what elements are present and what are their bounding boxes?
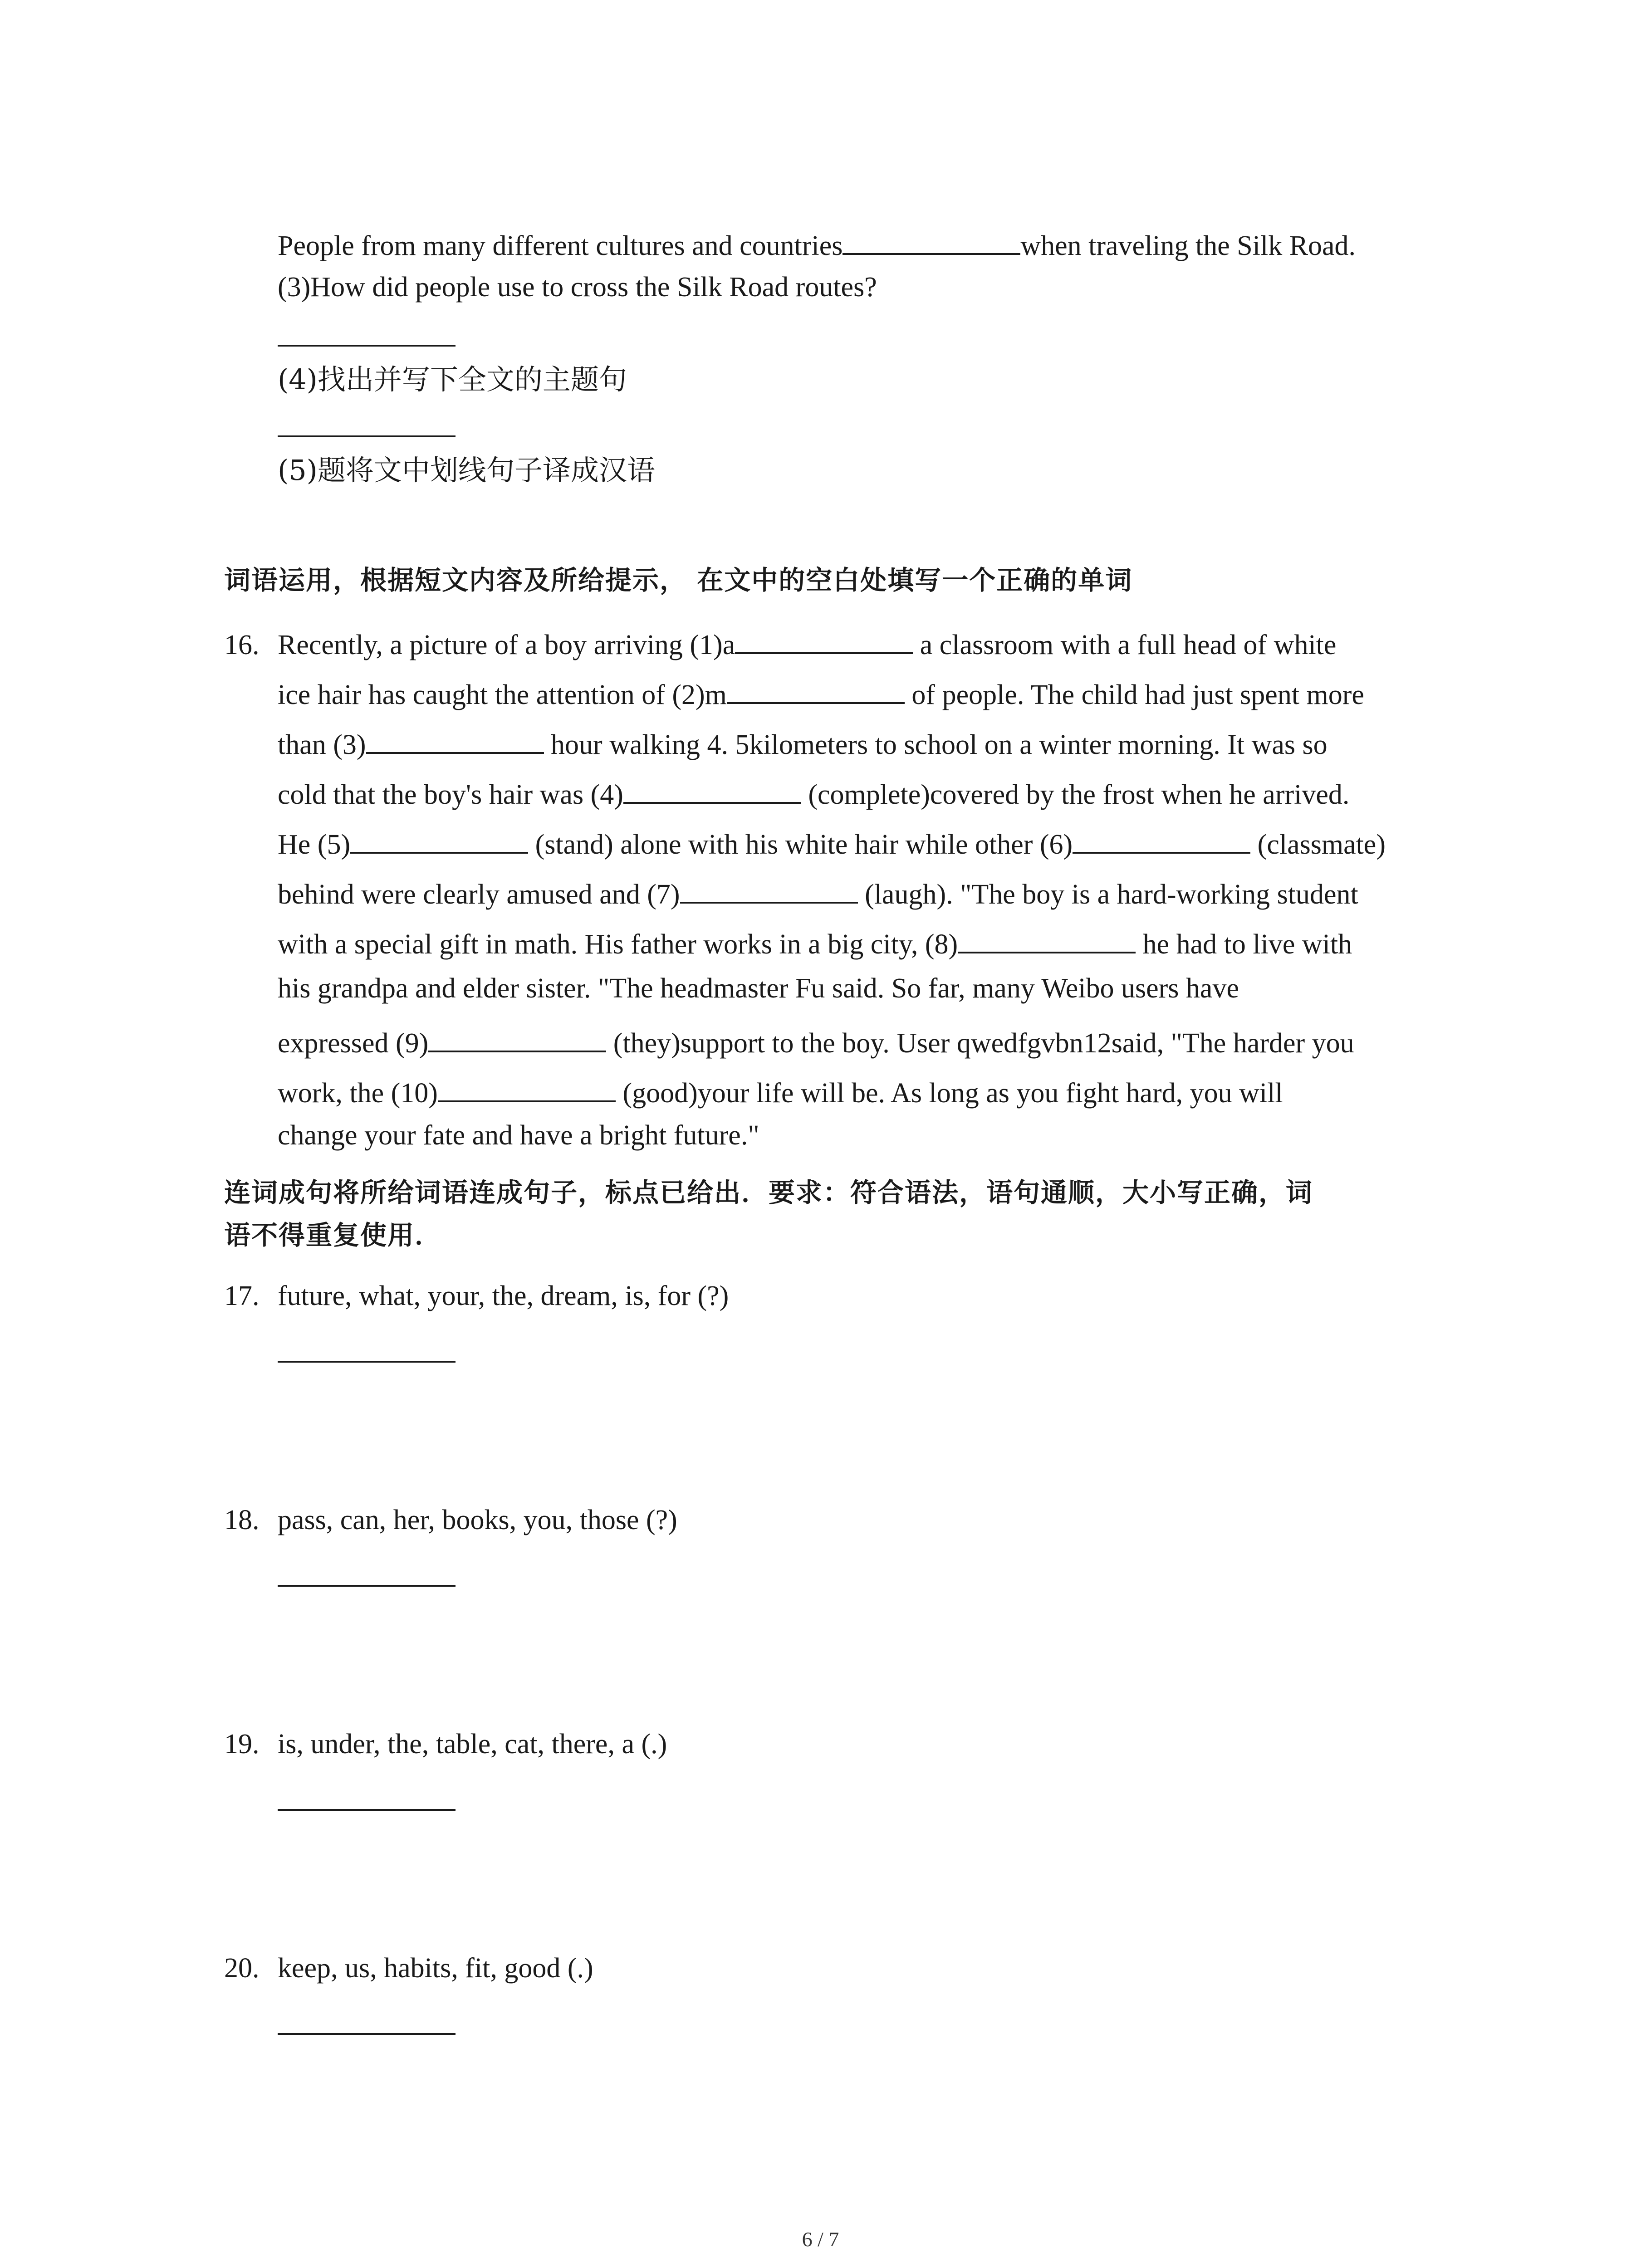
question-prompt: future, what, your, the, dream, is, for (?) [278,1281,729,1311]
q16-line-8: his grandpa and elder sister. "The headmaster Fu said. So far, many Weibo users have [278,973,1239,1004]
answer-blank-3[interactable] [366,726,544,754]
section-heading-sentence-line1: 连词成句将所给词语连成句子，标点已给出．要求：符合语法，语句通顺，大小写正确，词 [224,1177,1313,1208]
answer-blank-9[interactable] [428,1024,606,1052]
passage-text: with a special gift in math. His father works in a big city, (8) [278,929,958,960]
answer-line-20[interactable] [278,2033,456,2035]
answer-blank-8[interactable] [958,925,1136,953]
passage-text: (classmate) [1257,829,1386,860]
passage-text: (they)support to the boy. User qwedfgvbn12said, "The harder you [613,1028,1354,1059]
q16-line-4 [278,776,1349,809]
passage-text: he had to live with [1142,929,1352,960]
passage-text: (laugh). "The boy is a hard-working student [865,879,1358,910]
answer-blank-4[interactable] [623,776,801,804]
answer-line-18[interactable] [278,1585,456,1587]
q16-line-11: change your fate and have a bright future." [278,1120,759,1151]
q16-line-10 [278,1074,1283,1107]
question-prompt: pass, can, her, books, you, those (?) [278,1505,677,1535]
page-number: 6 / 7 [802,2228,839,2251]
question-number: 16. [224,630,260,660]
answer-blank-10[interactable] [438,1074,616,1102]
question-20 [224,1954,593,1982]
q15-sub3: (3)How did people use to cross the Silk Road routes? [278,272,877,303]
answer-blank-5[interactable] [350,826,528,854]
passage-text: than (3) [278,729,366,760]
question-prompt: is, under, the, table, cat, there, a (.) [278,1729,667,1760]
question-19 [224,1730,667,1758]
question-18 [224,1506,677,1534]
q16-line-6 [278,875,1358,909]
passage-text: ice hair has caught the attention of (2)m [278,679,727,710]
q16-line-3 [278,726,1327,759]
q16-line-7 [278,925,1352,958]
question-17 [224,1282,729,1310]
passage-text: of people. The child had just spent more [911,679,1364,710]
passage-text: behind were clearly amused and (7) [278,879,680,910]
section-heading-word-use: 词语运用，根据短文内容及所给提示， 在文中的空白处填写一个正确的单词 [224,565,1133,596]
question-number: 20. [224,1953,260,1984]
q16-line-9 [278,1024,1354,1057]
answer-line-sub4[interactable] [278,435,456,437]
answer-blank-2[interactable] [727,676,905,704]
q15-sub4: (4)找出并写下全文的主题句 [278,363,627,396]
question-prompt: keep, us, habits, fit, good (.) [278,1953,593,1984]
passage-text: (complete)covered by the frost when he arrived. [808,779,1350,810]
answer-blank-1[interactable] [735,626,913,654]
question-number: 18. [224,1505,260,1535]
passage-text: (stand) alone with his white hair while other (6) [535,829,1073,860]
passage-text: Recently, a picture of a boy arriving (1)a [278,630,735,660]
answer-line-sub3[interactable] [278,345,456,347]
passage-text: expressed (9) [278,1028,429,1059]
q15-text-pre: People from many different cultures and countries [278,230,843,261]
answer-blank-7[interactable] [680,875,858,904]
q16-line-2 [278,676,1364,709]
passage-text: (good)your life will be. As long as you fight hard, you will [622,1078,1283,1109]
answer-line-19[interactable] [278,1809,456,1811]
q16-line-1 [224,626,1336,659]
q15-sub5: (5)题将文中划线句子译成汉语 [278,454,655,487]
question-number: 17. [224,1281,260,1311]
q15-text-post: when traveling the Silk Road. [1020,230,1356,261]
question-number: 19. [224,1729,260,1760]
q16-line-5 [278,826,1386,859]
answer-line-17[interactable] [278,1361,456,1363]
passage-text: work, the (10) [278,1078,438,1109]
passage-text: a classroom with a full head of white [920,630,1337,660]
q15-line-blank [278,227,1356,260]
section-heading-sentence-line2: 语不得重复使用． [224,1220,442,1251]
answer-blank[interactable] [843,227,1020,255]
passage-text: cold that the boy's hair was (4) [278,779,623,810]
passage-text: hour walking 4. 5kilometers to school on a winter morning. It was so [551,729,1327,760]
passage-text: He (5) [278,829,351,860]
answer-blank-6[interactable] [1073,826,1250,854]
